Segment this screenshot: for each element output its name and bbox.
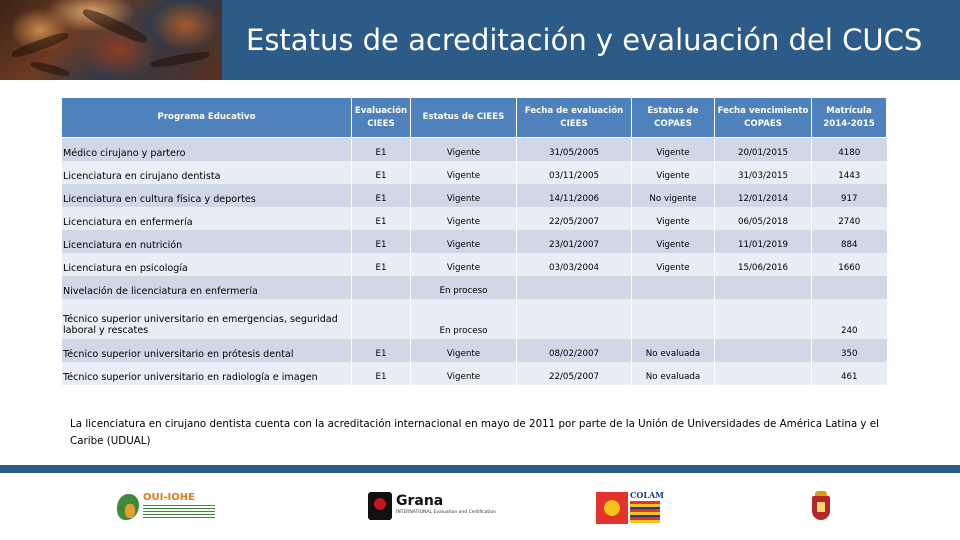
column-header: Estatus de COPAES: [632, 98, 715, 138]
table-cell: 03/03/2004: [517, 253, 632, 276]
table-cell: 1660: [812, 253, 887, 276]
program-name-cell: Técnico superior universitario en radiología e imagen: [62, 362, 352, 385]
table-cell: Vigente: [632, 138, 715, 161]
table-cell: E1: [352, 362, 411, 385]
program-name-cell: Licenciatura en psicología: [62, 253, 352, 276]
table-cell: E1: [352, 230, 411, 253]
table-cell: 15/06/2016: [715, 253, 812, 276]
program-name-cell: Licenciatura en cultura física y deportes: [62, 184, 352, 207]
table-cell: En proceso: [411, 276, 517, 299]
table-cell: 14/11/2006: [517, 184, 632, 207]
program-name-cell: Licenciatura en enfermería: [62, 207, 352, 230]
table-cell: 20/01/2015: [715, 138, 812, 161]
table-cell: E1: [352, 138, 411, 161]
table-row: [62, 362, 887, 385]
table-row: [62, 207, 887, 230]
table-cell: 23/01/2007: [517, 230, 632, 253]
table-cell: Vigente: [411, 207, 517, 230]
table-cell: No evaluada: [632, 339, 715, 362]
colam-logo-text: COLAM: [630, 490, 665, 500]
table-cell: Vigente: [411, 230, 517, 253]
table-cell: 917: [812, 184, 887, 207]
header-bar: [0, 0, 960, 80]
table-cell: [517, 276, 632, 299]
table-cell: Vigente: [632, 253, 715, 276]
table-cell: 03/11/2005: [517, 161, 632, 184]
table-cell: [715, 299, 812, 339]
table-header-row: [62, 98, 887, 138]
table-cell: No vigente: [632, 184, 715, 207]
table-cell: E1: [352, 253, 411, 276]
table-row: [62, 230, 887, 253]
table-cell: E1: [352, 184, 411, 207]
program-name-cell: Médico cirujano y partero: [62, 138, 352, 161]
table-row: [62, 299, 887, 339]
table-cell: 350: [812, 339, 887, 362]
table-cell: [632, 276, 715, 299]
table-cell: Vigente: [411, 253, 517, 276]
page-title: Estatus de acreditación y evaluación del CUCS: [246, 23, 923, 57]
table-cell: Vigente: [632, 161, 715, 184]
grana-logo-text: Grana: [396, 493, 444, 509]
table-cell: No evaluada: [632, 362, 715, 385]
table-cell: 06/05/2018: [715, 207, 812, 230]
table-cell: E1: [352, 161, 411, 184]
table-row: [62, 138, 887, 161]
table-cell: 22/05/2007: [517, 362, 632, 385]
table-cell: En proceso: [411, 299, 517, 339]
table-row: [62, 253, 887, 276]
column-header: Fecha vencimiento COPAES: [715, 98, 812, 138]
table-cell: 11/01/2019: [715, 230, 812, 253]
table-cell: 4180: [812, 138, 887, 161]
table-cell: [517, 299, 632, 339]
program-name-cell: Licenciatura en cirujano dentista: [62, 161, 352, 184]
colam-logo: [596, 490, 665, 526]
accreditation-table: [61, 97, 887, 385]
table-cell: E1: [352, 339, 411, 362]
table-cell: Vigente: [632, 207, 715, 230]
table-cell: Vigente: [411, 161, 517, 184]
mural-image: [0, 0, 222, 80]
column-header: Estatus de CIEES: [411, 98, 517, 138]
table-cell: Vigente: [411, 138, 517, 161]
program-name-cell: Técnico superior universitario en prótesis dental: [62, 339, 352, 362]
table-cell: 31/05/2005: [517, 138, 632, 161]
program-name-cell: Licenciatura en nutrición: [62, 230, 352, 253]
grana-logo: [368, 490, 497, 524]
table-cell: [812, 276, 887, 299]
footer-band: [0, 465, 960, 473]
program-name-cell: Nivelación de licenciatura en enfermería: [62, 276, 352, 299]
table-cell: [352, 299, 411, 339]
table-row: [62, 184, 887, 207]
table-cell: 884: [812, 230, 887, 253]
table-cell: Vigente: [411, 362, 517, 385]
udg-shield-logo: [810, 491, 832, 523]
column-header: Matrícula 2014-2015: [812, 98, 887, 138]
table-cell: 12/01/2014: [715, 184, 812, 207]
table-cell: [715, 362, 812, 385]
table-cell: [715, 339, 812, 362]
table-cell: 1443: [812, 161, 887, 184]
table-cell: [715, 276, 812, 299]
table-cell: 2740: [812, 207, 887, 230]
table-cell: 31/03/2015: [715, 161, 812, 184]
program-name-cell: Técnico superior universitario en emergencias, seguridad laboral y rescates: [62, 299, 352, 339]
table-cell: Vigente: [411, 339, 517, 362]
oui-logo-text: OUI-IOHE: [143, 492, 195, 503]
table-cell: 461: [812, 362, 887, 385]
table-row: [62, 339, 887, 362]
table-cell: [632, 299, 715, 339]
accreditation-note: La licenciatura en cirujano dentista cuenta con la acreditación internacional en mayo de 2011 por parte de la Unión de Universidades de América Latina y el Caribe (UDUAL): [70, 418, 879, 447]
table-cell: E1: [352, 207, 411, 230]
column-header: Fecha de evaluación CIEES: [517, 98, 632, 138]
column-header: Evaluación CIEES: [352, 98, 411, 138]
column-header: Programa Educativo: [62, 98, 352, 138]
table-cell: Vigente: [411, 184, 517, 207]
table-row: [62, 276, 887, 299]
table-row: [62, 161, 887, 184]
table-cell: 22/05/2007: [517, 207, 632, 230]
table-cell: 08/02/2007: [517, 339, 632, 362]
oui-iohe-logo: [113, 490, 223, 522]
table-cell: Vigente: [632, 230, 715, 253]
table-cell: 240: [812, 299, 887, 339]
grana-logo-subtitle: INTERNATIONAL Evaluation and Certification: [396, 510, 497, 515]
table-cell: [352, 276, 411, 299]
